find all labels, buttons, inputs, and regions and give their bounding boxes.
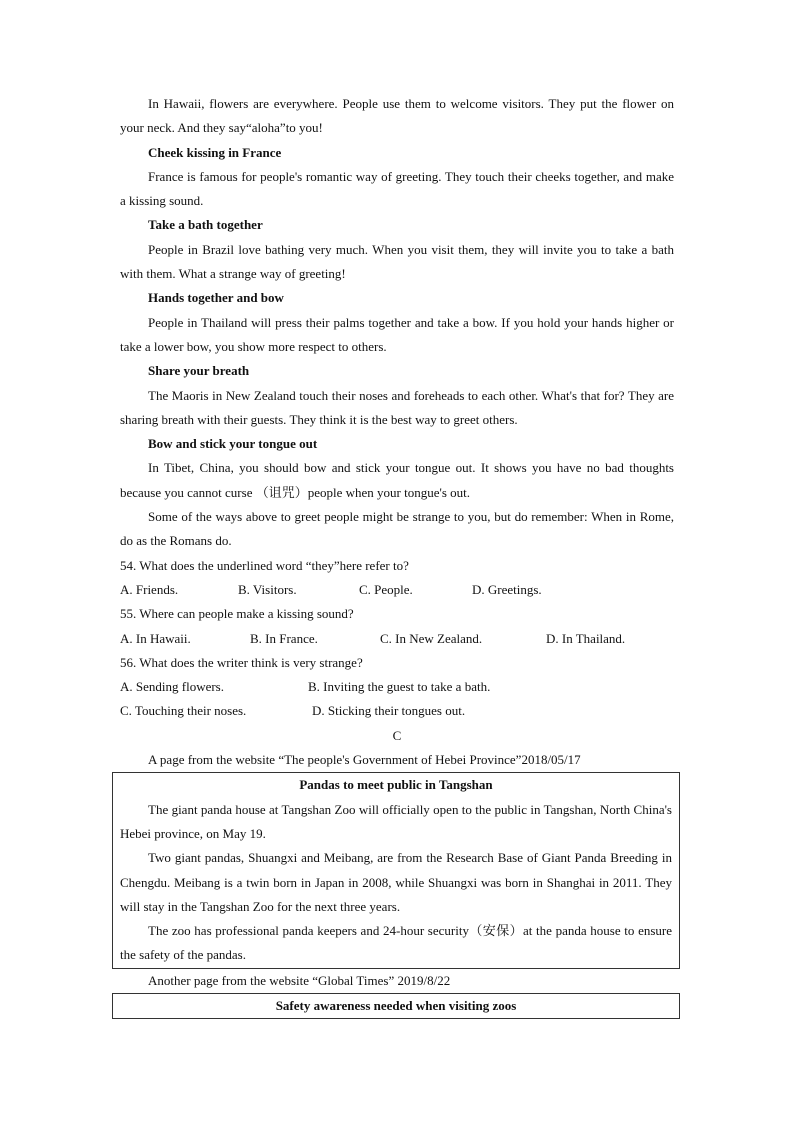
article-pandas-paragraph-3: The zoo has professional panda keepers and 24-hour security（安保）at the panda house to ensure the safety of the pandas. [120, 923, 672, 963]
paragraph-hawaii: In Hawaii, flowers are everywhere. People use them to welcome visitors. They put the flower on your neck. And they say“aloha”to you! [120, 96, 674, 136]
source-hebei: A page from the website “The people's Government of Hebei Province”2018/05/17 [148, 752, 581, 768]
question-55-stem: 55. Where can people make a kissing sound? [120, 606, 354, 622]
question-56-option-d[interactable]: D. Sticking their tongues out. [312, 703, 466, 719]
paragraph-france: France is famous for people's romantic way of greeting. They touch their cheeks together, and make a kissing sound. [120, 168, 674, 209]
question-56-option-a[interactable]: A. Sending flowers. [120, 679, 224, 695]
question-54-option-b[interactable]: B. Visitors. [238, 581, 297, 597]
article-box-zoo-safety [112, 993, 680, 1019]
heading-new-zealand: Share your breath [148, 363, 250, 379]
heading-france: Cheek kissing in France [148, 144, 282, 160]
question-56-stem: 56. What does the writer think is very strange? [120, 654, 363, 670]
paragraph-brazil: People in Brazil love bathing very much. When you visit them, they will invite you to take a bath with them. What a strange way of greeting! [120, 241, 674, 282]
article-title-pandas: Pandas to meet public in Tangshan [299, 777, 493, 793]
paragraph-new-zealand: The Maoris in New Zealand touch their noses and foreheads to each other. What's that for? They are sharing breath with their guests. They think it is the best way to greet others. [120, 387, 674, 427]
question-56-options-cd [120, 699, 674, 723]
question-56-options-ab [120, 675, 674, 699]
question-54-option-c[interactable]: C. People. [359, 581, 413, 597]
question-54-option-d[interactable]: D. Greetings. [472, 581, 542, 597]
question-54-option-a[interactable]: A. Friends. [120, 581, 179, 597]
article-title-zoo-safety: Safety awareness needed when visiting zoos [275, 997, 517, 1013]
question-56-option-c[interactable]: C. Touching their noses. [120, 703, 247, 719]
article-pandas-paragraph-1: The giant panda house at Tangshan Zoo will officially open to the public in Tangshan, North China's Hebei province, on May 19. [120, 801, 672, 841]
heading-thailand: Hands together and bow [148, 290, 284, 306]
question-54-stem: 54. What does the underlined word “they”here refer to? [120, 557, 409, 573]
question-55-options [120, 627, 674, 651]
question-54-options [120, 578, 674, 602]
paragraph-thailand: People in Thailand will press their palms together and take a bow. If you hold your hands higher or take a lower bow, you show more respect to others. [120, 314, 674, 354]
paragraph-tibet: In Tibet, China, you should bow and stick your tongue out. It shows you have no bad thoughts because you cannot curse （诅咒）people when your tongue's out. [120, 460, 674, 500]
article-pandas-paragraph-2: Two giant pandas, Shuangxi and Meibang, are from the Research Base of Giant Panda Breeding in Chengdu. Meibang is a twin born in Japan in 2008, while Shuangxi was born in Shanghai in 2011. They will stay in the Tangshan Zoo for the next three years. [120, 850, 672, 914]
heading-brazil: Take a bath together [148, 217, 263, 233]
paragraph-closing: Some of the ways above to greet people might be strange to you, but do remember: When in Rome, do as the Romans do. [120, 509, 674, 549]
question-55-option-b[interactable]: B. In France. [250, 630, 318, 646]
question-55-option-a[interactable]: A. In Hawaii. [120, 630, 191, 646]
question-55-option-c[interactable]: C. In New Zealand. [380, 630, 483, 646]
question-56-option-b[interactable]: B. Inviting the guest to take a bath. [308, 679, 491, 695]
article-box-pandas [112, 772, 680, 968]
source-global-times: Another page from the website “Global Times” 2019/8/22 [148, 972, 451, 988]
question-55-option-d[interactable]: D. In Thailand. [546, 630, 626, 646]
text-column [120, 92, 674, 1019]
section-c-letter: C [392, 727, 402, 743]
heading-tibet: Bow and stick your tongue out [148, 436, 318, 452]
